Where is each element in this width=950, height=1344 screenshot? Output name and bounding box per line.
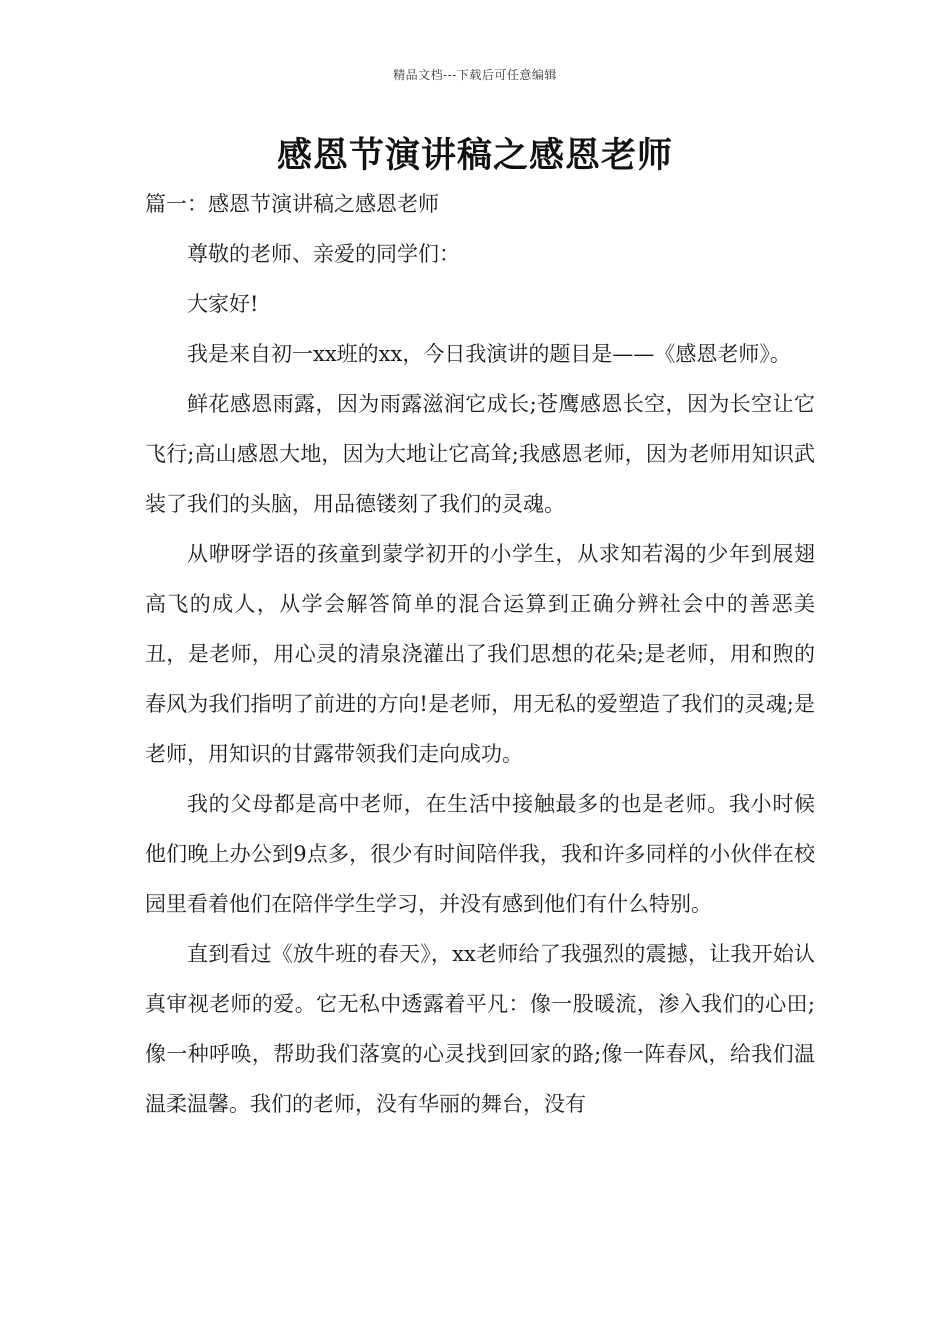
paragraph-growth: 从咿呀学语的孩童到蒙学初开的小学生，从求知若渴的少年到展翅高飞的成人，从学会解答简单的混合运算到正确分辨社会中的善恶美丑，是老师，用心灵的清泉浇灌出了我们思想的花朵;是老师，用和煦的春风为我们指明了前进的方向!是老师，用无私的爱塑造了我们的灵魂;是老师，用知识的甘露带领我们走向成功。: [145, 542, 815, 766]
paragraph-parents: 我的父母都是高中老师，在生活中接触最多的也是老师。我小时候他们晚上办公到9点多，很少有时间陪伴我，我和许多同样的小伙伴在校园里看着他们在陪伴学生学习，并没有感到他们有什么特别。: [145, 792, 815, 916]
paragraph-introduction: 我是来自初一xx班的xx，今日我演讲的题目是——《感恩老师》。: [187, 342, 791, 366]
paragraph-greeting: 大家好!: [187, 292, 259, 316]
paragraph-salutation: 尊敬的老师、亲爱的同学们：: [187, 242, 460, 266]
header-note: 精品文档---下载后可任意编辑: [393, 68, 557, 82]
document-title: 感恩节演讲稿之感恩老师: [276, 136, 673, 176]
document-body: [145, 179, 815, 1129]
paragraph-gratitude: 鲜花感恩雨露，因为雨露滋润它成长;苍鹰感恩长空，因为长空让它飞行;高山感恩大地，因为大地让它高耸;我感恩老师，因为老师用知识武装了我们的头脑，用品德镂刻了我们的灵魂。: [145, 392, 815, 516]
section-heading: 篇一：感恩节演讲稿之感恩老师: [145, 192, 439, 216]
paragraph-film: 直到看过《放牛班的春天》，xx老师给了我强烈的震撼，让我开始认真审视老师的爱。它无私中透露着平凡：像一股暖流，渗入我们的心田;像一种呼唤，帮助我们落寞的心灵找到回家的路;像一阵春风，给我们温温柔温馨。我们的老师，没有华丽的舞台，没有: [145, 942, 815, 1116]
